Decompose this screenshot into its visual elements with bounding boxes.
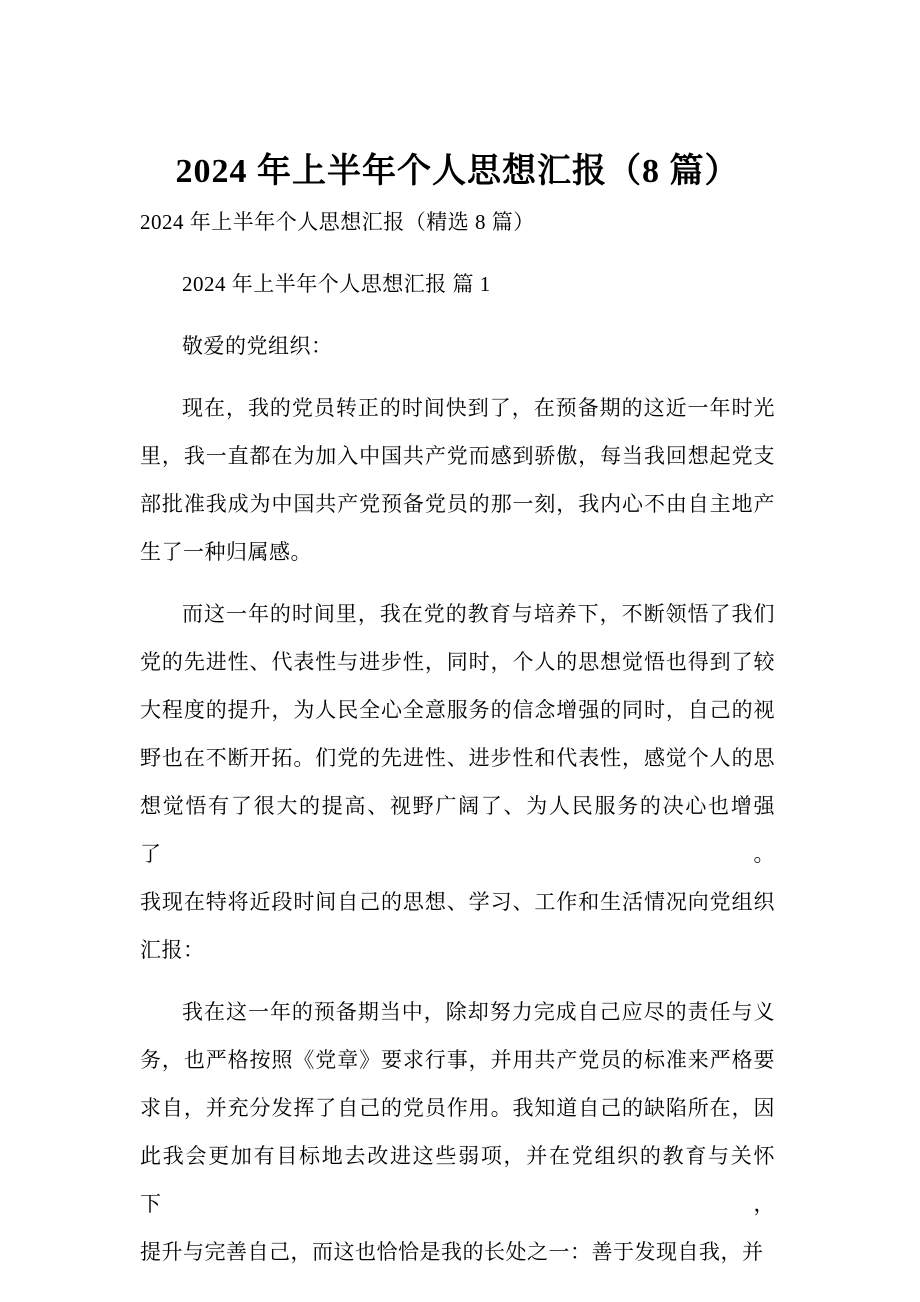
text-line: 生了一种归属感。 <box>140 540 312 564</box>
text-line: 求自，并充分发挥了自己的党员作用。我知道自己的缺陷所在，因 <box>140 1096 775 1120</box>
section-heading <box>140 260 775 308</box>
subtitle-text: 2024 年上半年个人思想汇报（精选 8 篇） <box>140 210 535 234</box>
text-line: 党的先进性、代表性与进步性，同时，个人的思想觉悟也得到了较 <box>140 650 775 674</box>
text-line: 我现在特将近段时间自己的思想、学习、工作和生活情况向党组织 <box>140 890 775 914</box>
text-line: 野也在不断开拓。们党的先进性、进步性和代表性，感觉个人的思 <box>140 746 775 770</box>
text-line: 我在这一年的预备期当中，除却努力完成自己应尽的责任与义 <box>182 1000 775 1024</box>
text-line: 此我会更加有目标地去改进这些弱项，并在党组织的教育与关怀下， <box>140 1144 775 1216</box>
section-heading-text: 2024 年上半年个人思想汇报 篇 1 <box>182 272 491 296</box>
salutation-text: 敬爱的党组织： <box>182 334 333 358</box>
paragraph-1 <box>140 384 775 576</box>
text-line: 大程度的提升，为人民全心全意服务的信念增强的同时，自己的视 <box>140 698 775 722</box>
paragraph-2 <box>140 590 775 974</box>
text-line: 想觉悟有了很大的提高、视野广阔了、为人民服务的决心也增强了。 <box>140 794 775 866</box>
text-line: 里，我一直都在为加入中国共产党而感到骄傲，每当我回想起党支 <box>140 444 775 468</box>
text-line: 现在，我的党员转正的时间快到了，在预备期的这近一年时光 <box>182 396 775 420</box>
text-line: 部批准我成为中国共产党预备党员的那一刻，我内心不由自主地产 <box>140 492 775 516</box>
text-line: 务，也严格按照《党章》要求行事，并用共产党员的标准来严格要 <box>140 1048 775 1072</box>
text-line: 汇报： <box>140 938 205 962</box>
doc-title: 2024 年上半年个人思想汇报（8 篇） <box>175 153 740 190</box>
doc-subtitle <box>140 198 775 246</box>
salutation <box>140 322 775 370</box>
text-line: 而这一年的时间里，我在党的教育与培养下，不断领悟了我们 <box>182 602 775 626</box>
text-line: 提升与完善自己，而这也恰恰是我的长处之一：善于发现自我，并 <box>140 1240 764 1264</box>
paragraph-3 <box>140 988 775 1276</box>
